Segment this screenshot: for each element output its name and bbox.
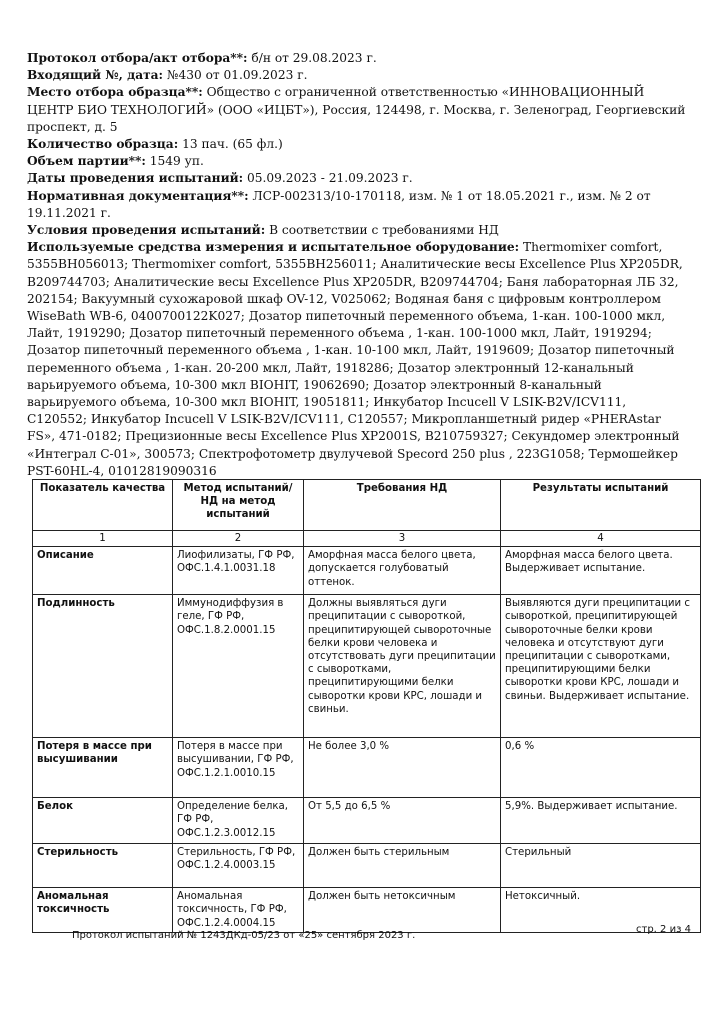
row-indicator: Описание <box>33 547 173 595</box>
row-requirement: Должны выявляться дуги преципитации с сывороткой, преципитирующей сывороточные белки крови человека и отсутствовать дуги преципитации с сыворотками, преципитирующими белки сыворотки крови КРС, лошади и свиньи. <box>304 595 501 738</box>
equipment-line: Используемые средства измерения и испытательное оборудование: Thermomixer comfort, 5355BH056013; Thermomixer comfort, 5355BH256011; Аналитические весы Excellence Plus XP205DR, B209744703; Аналитические весы Excellence Plus XP205DR, B209744704; Баня лабораторная ЛБ 32, 202154; Вакуумный сухожаровой шкаф OV-12, V025062; Водяная баня с цифровым контроллером WiseBath WB-6, 0400700122K027; Дозатор пипеточный переменного объема, 1-кан. 100-1000 мкл, Лайт, 1919290; Дозатор пипеточный переменного объема , 1-кан. 100-1000 мкл, Лайт, 1919294; Дозатор пипеточный переменного объема , 1-кан. 10-100 мкл, Лайт, 1919609; Дозатор пипеточный переменного объема , 1-кан. 20-200 мкл, Лайт, 1918286; Дозатор электронный 12-канальный варьируемого объема, 10-300 мкл BIOHIT, 19062690; Дозатор электронный 8-канальный варьируемого объема, 10-300 мкл BIOHIT, 19051811; Инкубатор Incucell V LSIK-B2V/ICV111, C120552; Инкубатор Incucell V LSIK-B2V/ICV111, C120557; Микропланшетный ридер «PHERAstar FS», 471-0182; Прецизионные весы Excellence Plus XP2001S, B210759327; Секундомер электронный «Интеграл С-01», 300573; Спектрофотометр двулучевой Specord 250 plus , 223G1058; Термошейкер PST-60HL-4, 01012819090316 <box>27 240 683 478</box>
column-number: 3 <box>304 531 501 547</box>
batch-volume-line: Объем партии**: 1549 уп. <box>27 154 204 169</box>
sampling-protocol-line: Протокол отбора/акт отбора**: б/н от 29.08.2023 г. <box>27 51 377 65</box>
row-indicator: Аномальная токсичность <box>33 888 173 933</box>
row-indicator: Стерильность <box>33 844 173 888</box>
row-requirement: От 5,5 до 6,5 % <box>304 798 501 844</box>
results-table <box>32 479 701 933</box>
normative-docs-line: Нормативная документация**: ЛСР-002313/10-170118, изм. № 1 от 18.05.2021 г., изм. № 2 от 19.11.2021 г. <box>27 188 651 220</box>
column-header-indicator: Показатель качества <box>33 480 173 531</box>
row-requirement: Не более 3,0 % <box>304 738 501 798</box>
table-row <box>33 844 701 888</box>
table-row <box>33 547 701 595</box>
test-conditions-line: Условия проведения испытаний: В соответствии с требованиями НД <box>27 223 499 238</box>
column-header-results: Результаты испытаний <box>501 480 701 531</box>
table-row <box>33 798 701 844</box>
row-result: Нетоксичный. <box>501 888 701 933</box>
column-number: 4 <box>501 531 701 547</box>
row-indicator: Подлинность <box>33 595 173 738</box>
row-method: Иммунодиффузия в геле, ГФ РФ, ОФС.1.8.2.0001.15 <box>173 595 304 738</box>
row-result: 0,6 % <box>501 738 701 798</box>
table-header-row <box>33 480 701 531</box>
row-result: Аморфная масса белого цвета. Выдерживает испытание. <box>501 547 701 595</box>
row-method: Потеря в массе при высушивании, ГФ РФ, ОФС.1.2.1.0010.15 <box>173 738 304 798</box>
page-number: стр. 2 из 4 <box>636 924 691 935</box>
row-method: Стерильность, ГФ РФ, ОФС.1.2.4.0003.15 <box>173 844 304 888</box>
row-result: Стерильный <box>501 844 701 888</box>
row-method: Определение белка, ГФ РФ, ОФС.1.2.3.0012.15 <box>173 798 304 844</box>
sampling-place-line: Место отбора образца**: Общество с ограниченной ответственностью «ИННОВАЦИОННЫЙ ЦЕНТР БИО ТЕХНОЛОГИЙ» (ООО «ИЦБТ»), Россия, 124498, г. Москва, г. Зеленоград, Георгиевский проспект, д. 5 <box>27 85 686 134</box>
footer-protocol-reference: Протокол испытаний № 1243ДКд-05/23 от «25» сентября 2023 г. <box>72 930 416 941</box>
row-indicator: Белок <box>33 798 173 844</box>
row-requirement: Должен быть стерильным <box>304 844 501 888</box>
row-result: 5,9%. Выдерживает испытание. <box>501 798 701 844</box>
column-number: 2 <box>173 531 304 547</box>
row-requirement: Аморфная масса белого цвета, допускается голубоватый оттенок. <box>304 547 501 595</box>
table-row <box>33 888 701 933</box>
row-requirement: Должен быть нетоксичным <box>304 888 501 933</box>
incoming-number-line: Входящий №, дата: №430 от 01.09.2023 г. <box>27 68 308 83</box>
column-header-method: Метод испытаний/НД на метод испытаний <box>173 480 304 531</box>
row-result: Выявляются дуги преципитации с сывороткой, преципитирующей сывороточные белки крови человека и отсутствуют дуги преципитации с сыворотками, преципитирующими белки сыворотки крови КРС, лошади и свиньи. Выдерживает испытание. <box>501 595 701 738</box>
row-method: Аномальная токсичность, ГФ РФ, ОФС.1.2.4.0004.15 <box>173 888 304 933</box>
table-row <box>33 738 701 798</box>
row-indicator: Потеря в массе при высушивании <box>33 738 173 798</box>
sample-quantity-line: Количество образца: 13 пач. (65 фл.) <box>27 137 283 152</box>
column-header-requirements: Требования НД <box>304 480 501 531</box>
table-row <box>33 595 701 738</box>
row-method: Лиофилизаты, ГФ РФ, ОФС.1.4.1.0031.18 <box>173 547 304 595</box>
column-number: 1 <box>33 531 173 547</box>
column-number-row <box>33 531 701 547</box>
test-dates-line: Даты проведения испытаний: 05.09.2023 - 21.09.2023 г. <box>27 171 413 186</box>
protocol-header <box>27 50 687 480</box>
